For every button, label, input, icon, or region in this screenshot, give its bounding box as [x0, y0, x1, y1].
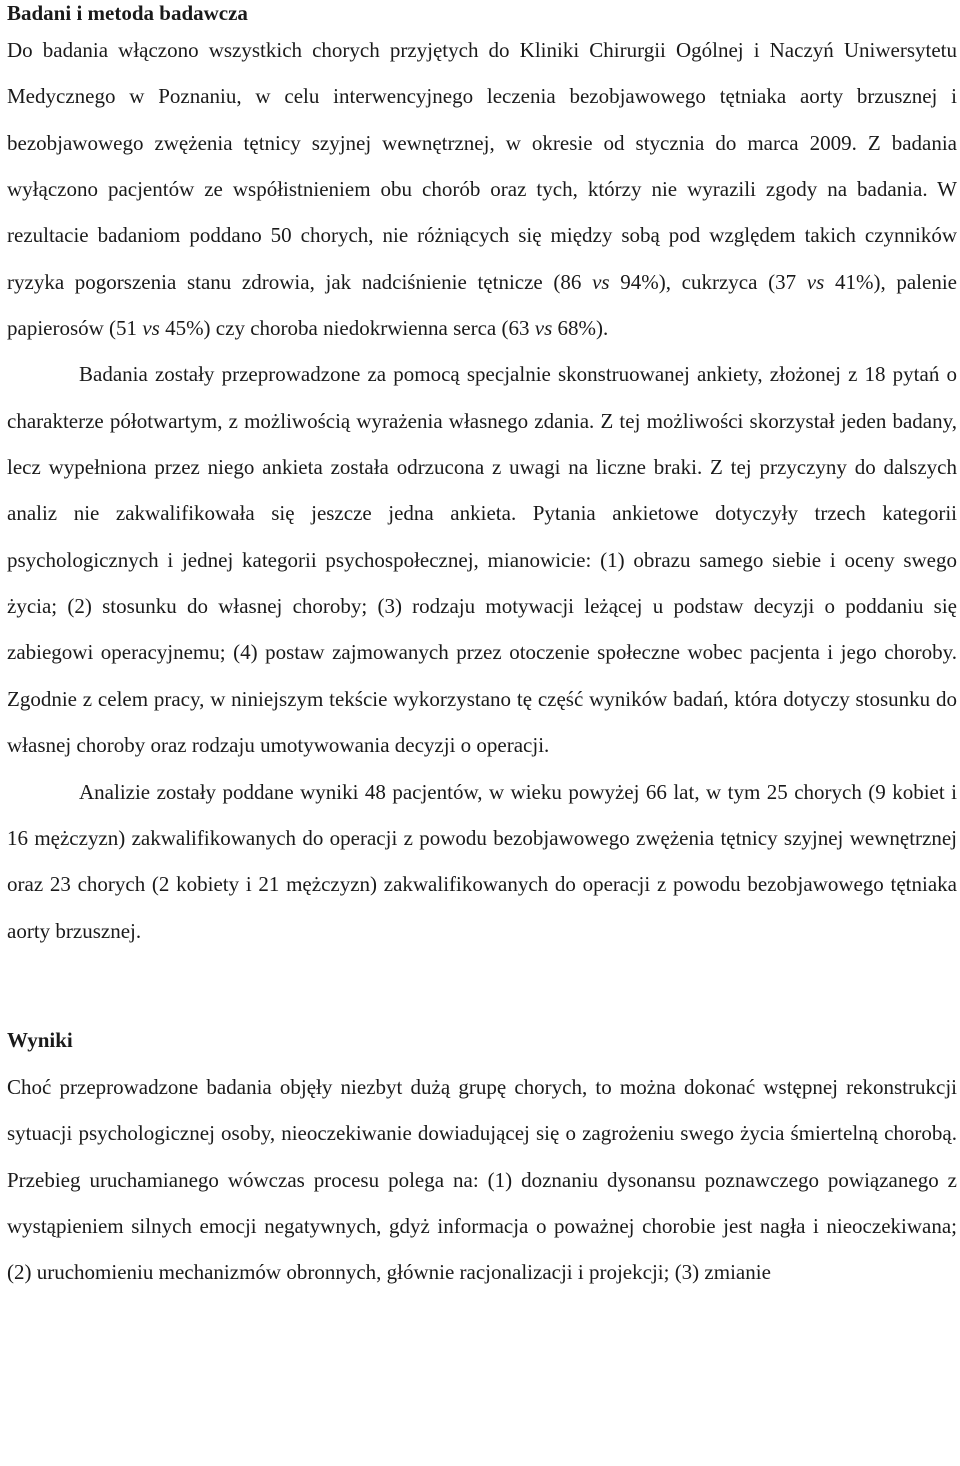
section-heading-results: Wyniki	[7, 1027, 73, 1052]
section-heading-methods: Badani i metoda badawcza	[7, 1, 248, 25]
text-run: Do badania włączono wszystkich chorych przyjętych do Kliniki Chirurgii Ogólnej i Naczyń Uniwersytetu Medycznego w Poznaniu, w celu interwencyjnego leczenia bezobjawowego tętniaka aorty brzusznej i bezobjawowego zwężenia tętnicy szyjnej wewnętrznej, w okresie od stycznia do marca 2009. Z badania wyłączono pacjentów ze współistnieniem obu chorób oraz tych, którzy nie wyrazili zgody na badania. W rezultacie badaniom poddano 50 chorych, nie różniących się między sobą pod względem takich czynników ryzyka pogorszenia stanu zdrowia, jak nadciśnienie tętnicze (86	[7, 38, 957, 294]
vs-italic: vs	[806, 269, 825, 294]
vs-italic: vs	[592, 269, 610, 294]
text-run: 45%) czy choroba niedokrwienna serca (63	[159, 316, 535, 341]
vs-italic: vs	[534, 316, 553, 341]
results-paragraph-1: Choć przeprowadzone badania objęły niezbyt dużą grupę chorych, to można dokonać wstępnej rekonstrukcji sytuacji psychologicznej osoby, nieoczekiwanie dowiadującej się o zagrożeniu swego życia śmiertelną chorobą. Przebieg uruchamianego wówczas procesu polega na: (1) doznaniu dysonansu poznawczego powiązanego z wystąpieniem silnych emocji negatywnych, gdyż informacja o poważnej chorobie jest nagła i nieoczekiwana; (2) uruchomieniu mechanizmów obronnych, głównie racjonalizacji i projekcji; (3) zmianie	[7, 1074, 957, 1285]
methods-paragraph-2: Badania zostały przeprowadzone za pomocą specjalnie skonstruowanej ankiety, złożonej z 18 pytań o charakterze półotwartym, z możliwością wyrażenia własnego zdania. Z tej możliwości skorzystał jeden badany, lecz wypełniona przez niego ankieta została odrzucona z uwagi na liczne braki. Z tej przyczyny do dalszych analiz nie zakwalifikowała się jeszcze jedna ankieta. Pytania ankietowe dotyczyły trzech kategorii psychologicznych i jednej kategorii psychospołecznej, mianowicie: (1) obrazu samego siebie i oceny swego życia; (2) stosunku do własnej choroby; (3) rodzaju motywacji leżącej u podstaw decyzji o poddaniu się zabiegowi operacyjnemu; (4) postaw zajmowanych przez otoczenie społeczne wobec pacjenta i jego choroby. Zgodnie z celem pracy, w niniejszym tekście wykorzystano tę część wyników badań, która dotyczy stosunku do własnej choroby oraz rodzaju umotywowania decyzji o operacji.	[7, 362, 957, 758]
text-run: 94%), cukrzyca (37	[609, 269, 807, 294]
text-run: 41%), palenie papierosów (51	[7, 269, 957, 341]
vs-italic: vs	[142, 316, 160, 341]
methods-paragraph-3: Analizie zostały poddane wyniki 48 pacjentów, w wieku powyżej 66 lat, w tym 25 chorych (9 kobiet i 16 mężczyzn) zakwalifikowanych do operacji z powodu bezobjawowego zwężenia tętnicy szyjnej wewnętrznej oraz 23 chorych (2 kobiety i 21 mężczyzn) zakwalifikowanych do operacji z powodu bezobjawowego tętniaka aorty brzusznej.	[7, 779, 957, 943]
methods-paragraph-1	[7, 27, 957, 351]
text-run: 68%).	[552, 316, 609, 341]
